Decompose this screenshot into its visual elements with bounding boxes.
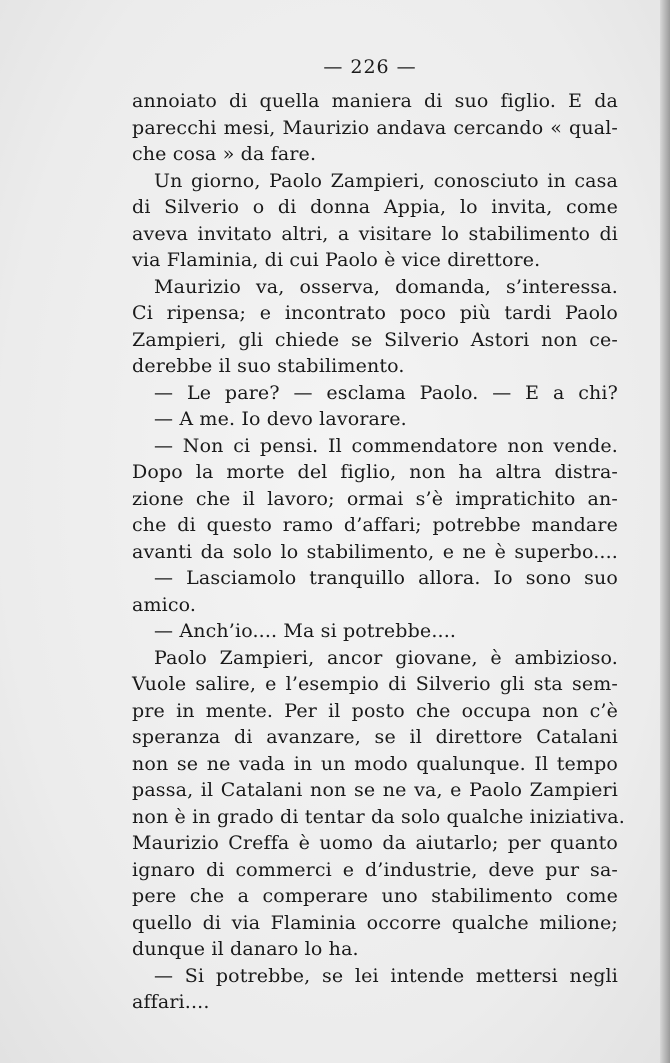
text-line: — Non ci pensi. Il commendatore non vende. — [154, 434, 618, 457]
text-line: affari.... — [132, 991, 210, 1013]
text-line: passa, il Catalani non se ne va, e Paolo Zampieri — [132, 779, 618, 801]
text-line: — Anch’io.... Ma si potrebbe.... — [154, 620, 457, 642]
text-line: che cosa » da fare. — [132, 143, 317, 165]
text-line: pere che a comperare uno stabilimento come — [132, 885, 618, 907]
text-line: Dopo la morte del figlio, non ha altra distra- — [132, 461, 618, 483]
text-line: amico. — [132, 593, 197, 616]
text-line: avanti da solo lo stabilimento, e ne è superbo.... — [132, 540, 618, 563]
text-line: non è in grado di tentar da solo qualche iniziativa. — [132, 805, 625, 828]
text-line: Paolo Zampieri, ancor giovane, è ambizioso. — [154, 646, 618, 669]
text-line: — A me. Io devo lavorare. — [154, 408, 407, 430]
text-line: non se ne vada in un modo qualunque. Il tempo — [132, 752, 618, 775]
text-line: — Lasciamolo tranquillo allora. Io sono suo — [154, 567, 618, 589]
text-line: speranza di avanzare, se il direttore Catalani — [132, 726, 618, 748]
text-line: che di questo ramo d’affari; potrebbe mandare — [132, 514, 618, 536]
text-line: pre in mente. Per il posto che occupa non c’è — [132, 699, 618, 722]
text-line: zione che il lavoro; ormai s’è impratichito an- — [132, 487, 618, 510]
page-number: — 226 — — [323, 56, 417, 78]
body-text — [132, 88, 625, 1016]
text-line: — Le pare? — esclama Paolo. — E a chi? — [154, 381, 618, 404]
text-line: dunque il danaro lo ha. — [132, 938, 359, 960]
text-line: Maurizio va, osserva, domanda, s’interessa. — [154, 275, 618, 298]
text-line: aveva invitato altri, a visitare lo stabilimento di — [132, 222, 618, 245]
text-line: Vuole salire, e l’esempio di Silverio gli sta sem- — [132, 673, 618, 695]
text-line: di Silverio o di donna Appia, lo invita, come — [132, 196, 618, 218]
text-line: Ci ripensa; e incontrato poco più tardi Paolo — [132, 302, 618, 324]
text-line: parecchi mesi, Maurizio andava cercando « qual- — [132, 116, 618, 139]
text-line: ignaro di commerci e d’industrie, deve pur sa- — [132, 858, 618, 881]
text-line: via Flaminia, di cui Paolo è vice direttore. — [132, 249, 541, 271]
text-line: Zampieri, gli chiede se Silverio Astori non ce- — [132, 328, 618, 351]
text-line: annoiato di quella maniera di suo figlio. E da — [132, 90, 618, 112]
text-line: Maurizio Creffa è uomo da aiutarlo; per quanto — [132, 832, 618, 854]
page-spine-shadow — [660, 0, 670, 1063]
text-line: derebbe il suo stabilimento. — [132, 355, 405, 377]
text-line: Un giorno, Paolo Zampieri, conosciuto in casa — [154, 169, 618, 192]
text-line: quello di via Flaminia occorre qualche milione; — [132, 911, 618, 934]
text-line: — Si potrebbe, se lei intende mettersi negli — [154, 964, 618, 987]
